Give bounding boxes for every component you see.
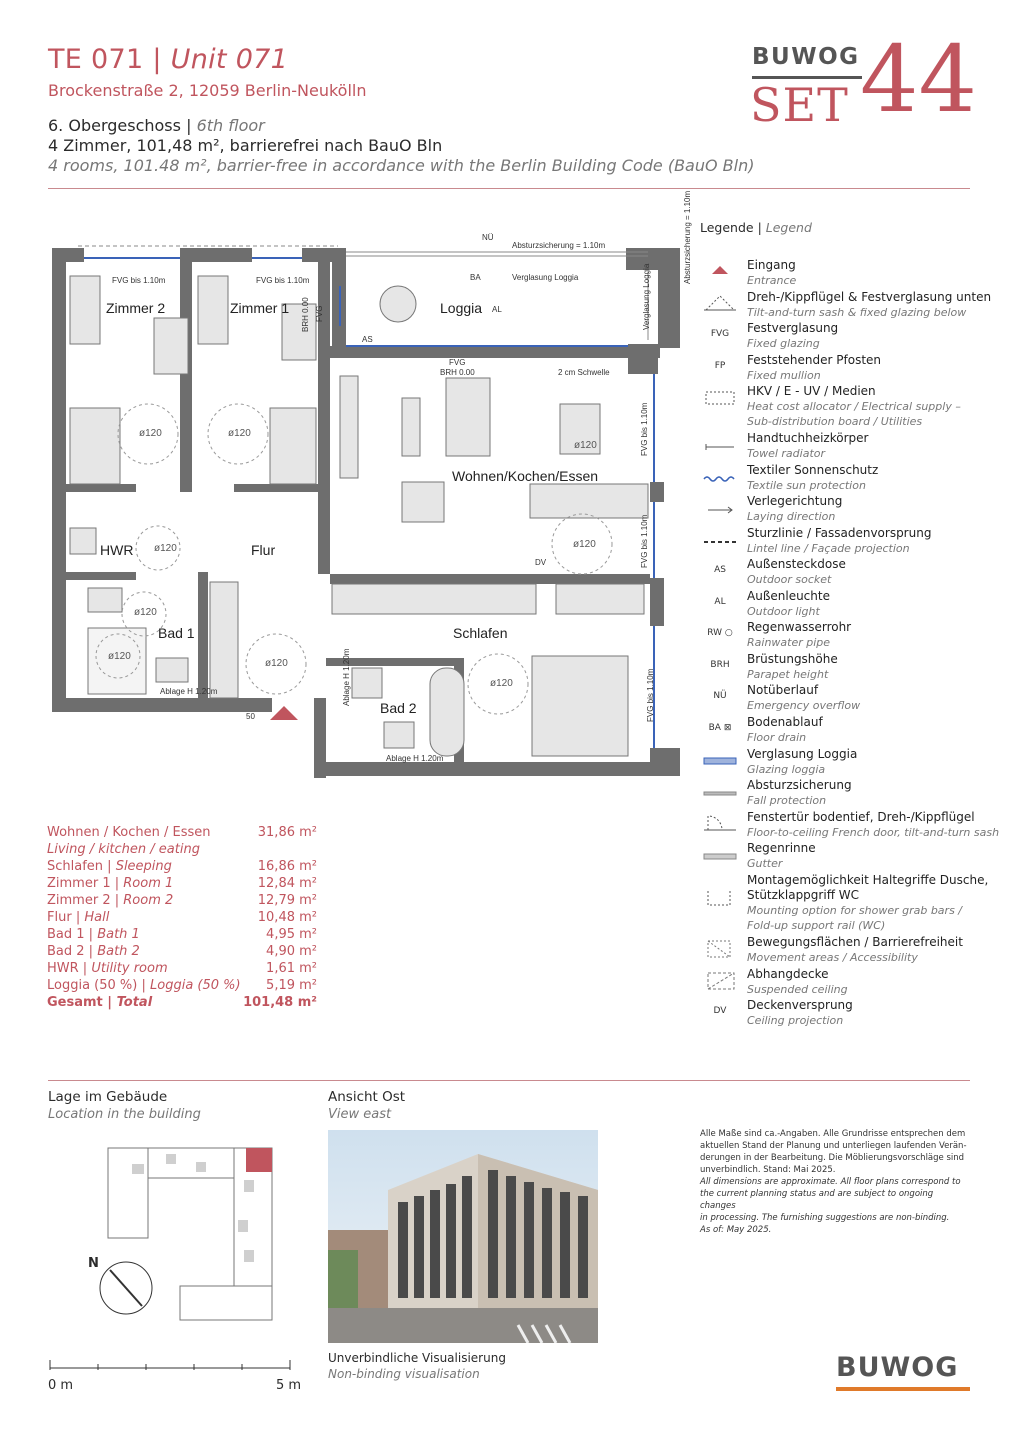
gutter-icon xyxy=(700,843,740,865)
logo-set: SET xyxy=(750,78,849,132)
label-fvg-east1: FVG bis 1.10m xyxy=(640,402,649,456)
room-flur: Flur xyxy=(251,542,276,558)
french-door-icon xyxy=(700,812,740,834)
label-verglasung: Verglasung Loggia xyxy=(512,273,579,282)
disclaimer-line: Alle Maße sind ca.-Angaben. Alle Grundrisse entsprechen dem xyxy=(700,1129,966,1139)
label-nu: NÜ xyxy=(482,233,494,242)
legend-label-en: Rainwater pipe xyxy=(747,636,831,649)
living-tv xyxy=(402,398,420,456)
living-shelf xyxy=(340,376,358,478)
area-row-schlafen xyxy=(47,859,317,876)
street xyxy=(328,1308,598,1343)
disclaimer-line-en: in processing. The furnishing suggestions are non-binding. xyxy=(700,1213,950,1223)
legend-separator: | xyxy=(757,220,766,235)
circle-label-z2: ø120 xyxy=(139,428,162,439)
stair-core-6 xyxy=(244,1250,254,1262)
dashed-line-icon xyxy=(700,528,740,550)
wall-east-loggia xyxy=(658,248,680,348)
legend-title-de: Legende xyxy=(700,220,754,235)
area-label-de: Zimmer 1 xyxy=(47,876,111,891)
label-dim-50: 50 xyxy=(246,712,255,721)
legend-label: Abhangdecke xyxy=(747,967,829,981)
disclaimer-line: unverbindlich. Stand: Mai 2025. xyxy=(700,1165,836,1175)
floor-de: 6. Obergeschoss xyxy=(48,116,181,135)
wall-loggia-south xyxy=(330,346,660,358)
label-fvg-zimmer1: FVG bis 1.10m xyxy=(256,276,310,285)
legend-label-en: Floor drain xyxy=(747,731,807,744)
label-fvg-east2: FVG bis 1.10m xyxy=(640,514,649,568)
wall-north-mid xyxy=(180,248,252,262)
area-label: HWR | Utility room xyxy=(47,961,168,976)
area-label-de: Loggia (50 %) xyxy=(47,978,138,993)
label-ablage-bad2: Ablage H 1.20m xyxy=(386,754,444,763)
label-verglasung-right: Verglasung Loggia xyxy=(642,263,651,330)
label-schwelle: 2 cm Schwelle xyxy=(558,368,610,377)
circle-label-schlafen: ø120 xyxy=(490,678,513,689)
circle-label-flur: ø120 xyxy=(265,658,288,669)
wall-north-left xyxy=(52,248,84,262)
disclaimer xyxy=(700,1128,968,1236)
area-value: 10,48 m² xyxy=(257,910,317,925)
area-row-loggia xyxy=(47,978,317,995)
rw-symbol: RW ○ xyxy=(707,628,733,638)
label-brh-loggia: BRH 0.00 xyxy=(440,368,475,377)
area-value: 4,95 m² xyxy=(266,927,317,942)
circle-label-dining: ø120 xyxy=(574,440,597,451)
flur-wardrobe xyxy=(210,582,238,698)
glazing-loggia-icon xyxy=(700,749,740,771)
wall-zimmer2-south xyxy=(66,484,136,492)
wall-east-pier1 xyxy=(650,482,664,502)
legend-label: Außenleuchte xyxy=(747,589,830,603)
legend-label: Notüberlauf xyxy=(747,683,819,697)
rooms-summary-de: 4 Zimmer, 101,48 m², barrierefrei nach BauO Bln xyxy=(48,136,443,155)
room-bad2: Bad 2 xyxy=(380,700,417,716)
stair-core-3 xyxy=(196,1162,206,1172)
area-value: 12,84 m² xyxy=(257,876,317,891)
circle-label-shower: ø120 xyxy=(108,651,131,662)
area-label-en: Loggia (50 %) xyxy=(150,978,241,993)
legend-label: Regenrinne xyxy=(747,841,816,855)
location-subtitle: Location in the building xyxy=(48,1107,201,1122)
area-row-bad2 xyxy=(47,944,317,961)
label-fvg-loggia: FVG xyxy=(449,358,466,367)
z2-shelf xyxy=(70,276,100,344)
loggia-table xyxy=(380,286,416,322)
disclaimer-line: derungen in der Bearbeitung. Die Möblierungsvorschläge sind xyxy=(700,1153,965,1163)
stair-core-5 xyxy=(238,1220,248,1232)
room-wohnen: Wohnen/Kochen/Essen xyxy=(452,468,599,484)
label-as: AS xyxy=(362,335,373,344)
unit-title xyxy=(48,44,288,75)
area-label: Flur | Hall xyxy=(47,910,110,925)
circle-label-z1: ø120 xyxy=(228,428,251,439)
disclaimer-line-en: As of: May 2025. xyxy=(700,1225,772,1235)
area-label-en: Bath 1 xyxy=(97,927,140,942)
circle-label-bad1: ø120 xyxy=(134,607,157,618)
disclaimer-line-en: the current planning status and are subject to ongoing changes xyxy=(700,1189,934,1211)
legend-label-en: Textile sun protection xyxy=(747,479,866,492)
wall-bad1-east xyxy=(198,572,208,702)
buwog-footer-underline xyxy=(836,1387,970,1391)
north-label: N xyxy=(88,1256,99,1271)
z2-desk xyxy=(154,318,188,374)
buwog-set44-logo xyxy=(750,26,978,134)
legend-label-en: Outdoor socket xyxy=(747,573,832,586)
area-label-en: Bath 2 xyxy=(97,944,140,959)
z1-shelf xyxy=(198,276,228,344)
label-al: AL xyxy=(492,305,502,314)
legend-title-en: Legend xyxy=(765,220,812,235)
legend-label-en: Mounting option for shower grab bars / xyxy=(747,904,963,917)
area-label-de: HWR xyxy=(47,961,79,976)
floor-info xyxy=(48,116,265,135)
legend-label-en: Towel radiator xyxy=(747,447,826,460)
floor-separator: | xyxy=(186,116,197,135)
header-divider xyxy=(48,188,970,189)
wall-east-pier2 xyxy=(650,578,664,626)
area-row-zimmer2 xyxy=(47,893,317,910)
legend-label: Verglasung Loggia xyxy=(747,747,858,761)
legend-label-en2: Fold-up support rail (WC) xyxy=(747,919,886,932)
movement-area-icon xyxy=(700,937,740,959)
area-value: 101,48 m² xyxy=(243,995,317,1010)
footer-divider xyxy=(48,1080,970,1081)
legend-label: Fenstertür bodentief, Dreh-/Kippflügel xyxy=(747,810,975,824)
area-label-en: Sleeping xyxy=(115,859,172,874)
area-value: 16,86 m² xyxy=(257,859,317,874)
disclaimer-line: aktuellen Stand der Planung und unterliegen laufenden Verän- xyxy=(700,1141,967,1151)
legend-label: HKV / E - UV / Medien xyxy=(747,384,876,398)
stair-core-1 xyxy=(132,1164,144,1174)
legend-label: Textiler Sonnenschutz xyxy=(747,463,879,477)
legend-label-en: Lintel line / Façade projection xyxy=(747,542,910,555)
legend-label: Deckenversprung xyxy=(747,998,853,1012)
legend-label-en: Glazing loggia xyxy=(747,763,826,776)
building-west-wing xyxy=(108,1148,148,1238)
hwr-washer xyxy=(70,528,96,554)
legend-label-en: Emergency overflow xyxy=(747,699,861,712)
unit-number-de: TE 071 xyxy=(48,44,144,75)
legend-label-en: Fall protection xyxy=(747,794,827,807)
location-title: Lage im Gebäude xyxy=(48,1089,168,1105)
legend-label-en: Ceiling projection xyxy=(747,1014,844,1027)
ba-text: BA xyxy=(708,723,721,733)
living-armchair xyxy=(402,482,444,522)
legend-label: Dreh-/Kippflügel & Festverglasung unten xyxy=(747,290,992,304)
label-dv: DV xyxy=(535,558,547,567)
floor-en: 6th floor xyxy=(196,116,265,135)
area-label-de: Schlafen xyxy=(47,859,104,874)
entrance-icon xyxy=(270,706,298,720)
wall-south xyxy=(314,762,680,776)
area-row-flur xyxy=(47,910,317,927)
circle-label-kitchen: ø120 xyxy=(573,539,596,550)
utilities-box-icon xyxy=(700,386,740,408)
area-label-en: Living / kitchen / eating xyxy=(47,842,200,857)
trees xyxy=(328,1250,358,1310)
wall-west xyxy=(52,248,66,712)
rw-text: RW xyxy=(707,628,723,638)
wall-kitchen-counter xyxy=(330,574,650,584)
legend-label: Absturzsicherung xyxy=(747,778,852,792)
area-value: 4,90 m² xyxy=(266,944,317,959)
view-subtitle: View east xyxy=(328,1107,392,1122)
ba-symbol: BA ⊠ xyxy=(708,723,732,733)
rooms-summary-en: 4 rooms, 101.48 m², barrier-free in accordance with the Berlin Building Code (BauO Bln) xyxy=(48,156,755,175)
scale-end-label: 5 m xyxy=(276,1378,302,1393)
area-label-en: Utility room xyxy=(91,961,168,976)
area-label-en: Total xyxy=(116,995,153,1010)
view-caption-en: Non-binding visualisation xyxy=(328,1367,480,1381)
tilt-turn-icon xyxy=(700,292,740,314)
wall-hwr-south xyxy=(66,572,136,580)
area-row-hwr xyxy=(47,961,317,978)
stair-core-4 xyxy=(244,1180,254,1192)
legend-label: Sturzlinie / Fassadenvorsprung xyxy=(747,526,932,540)
area-value: 1,61 m² xyxy=(266,961,317,976)
living-sofa xyxy=(446,378,490,456)
area-label: Wohnen / Kochen / Essen xyxy=(47,825,211,840)
legend-label: Eingang xyxy=(747,258,796,272)
legend-label-en: Movement areas / Accessibility xyxy=(747,951,918,964)
unit-number-en: Unit 071 xyxy=(170,44,289,75)
dv-symbol: DV xyxy=(713,1006,727,1016)
bad2-toilet xyxy=(352,668,382,698)
area-row-total xyxy=(47,995,317,1012)
area-label: Bad 1 | Bath 1 xyxy=(47,927,140,942)
stair-core-2 xyxy=(166,1154,176,1164)
legend-label: Bewegungsflächen / Barrierefreiheit xyxy=(747,935,963,949)
label-ablage-bad2-side: Ablage H 1.20m xyxy=(342,648,351,706)
area-label-de: Gesamt xyxy=(47,995,103,1010)
area-row-bad1 xyxy=(47,927,317,944)
legend-label-en: Outdoor light xyxy=(747,605,820,618)
area-label: Zimmer 2 | Room 2 xyxy=(47,893,174,908)
fall-protection-icon xyxy=(700,780,740,802)
room-zimmer1: Zimmer 1 xyxy=(230,300,290,316)
area-label: Schlafen | Sleeping xyxy=(47,859,172,874)
area-label-de: Bad 2 xyxy=(47,944,85,959)
schlafen-bed xyxy=(532,656,628,756)
area-label-en: Hall xyxy=(84,910,110,925)
label-brh-side: BRH 0.00 xyxy=(301,297,310,332)
area-row-wohnen-en xyxy=(47,842,317,859)
building-south-wing xyxy=(180,1286,272,1320)
label-ablage-bad1: Ablage H 1.20m xyxy=(160,687,218,696)
fp-symbol: FP xyxy=(714,361,726,371)
z2-bed xyxy=(70,408,120,484)
laying-arrow-icon xyxy=(700,496,740,518)
wall-zimmer-divider xyxy=(180,262,192,492)
label-fvg-zimmer2: FVG bis 1.10m xyxy=(112,276,166,285)
legend-label-en: Heat cost allocator / Electrical supply – xyxy=(747,400,961,413)
compass-needle xyxy=(110,1270,142,1306)
view-title: Ansicht Ost xyxy=(328,1089,406,1105)
area-value: 5,19 m² xyxy=(266,978,317,993)
logo-brand: BUWOG xyxy=(752,44,860,70)
area-row-zimmer1 xyxy=(47,876,317,893)
legend-label: Brüstungshöhe xyxy=(747,652,838,666)
legend-label-en: Parapet height xyxy=(747,668,829,681)
sun-protection-icon xyxy=(700,465,740,487)
legend-label: Handtuchheizkörper xyxy=(747,431,869,445)
room-schlafen: Schlafen xyxy=(453,625,508,641)
legend-label-en: Fixed glazing xyxy=(747,337,820,350)
room-zimmer2: Zimmer 2 xyxy=(106,300,166,316)
legend-label: Montagemöglichkeit Haltegriffe Dusche, xyxy=(747,873,989,887)
bad1-toilet xyxy=(88,588,122,612)
bad1-sink xyxy=(156,658,188,682)
legend-label: Außensteckdose xyxy=(747,557,846,571)
kitchen-island xyxy=(530,484,648,518)
suspended-ceiling-icon xyxy=(700,969,740,991)
legend-label-en: Entrance xyxy=(747,274,797,287)
room-bad1: Bad 1 xyxy=(158,625,195,641)
circle-label-hwr: ø120 xyxy=(154,543,177,554)
legend-label-en: Floor-to-ceiling French door, tilt-and-turn sash xyxy=(747,826,1000,839)
legend-label-en2: Sub-distribution board / Utilities xyxy=(747,415,923,428)
area-value: 31,86 m² xyxy=(257,825,317,840)
area-label: Gesamt | Total xyxy=(47,995,153,1010)
area-label: Bad 2 | Bath 2 xyxy=(47,944,140,959)
al-symbol: AL xyxy=(714,597,726,607)
kitchen-hob xyxy=(556,584,644,614)
area-label-de: Zimmer 2 xyxy=(47,893,111,908)
legend-label: Regenwasserrohr xyxy=(747,620,852,634)
wall-zimmer1-south xyxy=(234,484,330,492)
location-map xyxy=(48,1140,298,1390)
legend-label-2: Stützklappgriff WC xyxy=(747,888,860,902)
label-ba: BA xyxy=(470,273,481,282)
wall-flur-east xyxy=(318,492,330,574)
fvg-symbol: FVG xyxy=(710,329,730,339)
label-absturz-right: Absturzsicherung = 1.10m xyxy=(683,190,692,284)
label-fvg-side: FVG xyxy=(315,305,324,322)
legend-label: Festverglasung xyxy=(747,321,839,335)
room-loggia: Loggia xyxy=(440,300,483,316)
bad2-bathtub xyxy=(430,668,464,756)
nu-symbol: NÜ xyxy=(713,691,727,701)
area-label: Loggia (50 %) | Loggia (50 %) xyxy=(47,978,241,993)
legend-label-en: Laying direction xyxy=(747,510,836,523)
legend-title xyxy=(700,220,812,235)
area-label-en: Room 2 xyxy=(123,893,174,908)
legend-label: Bodenablauf xyxy=(747,715,823,729)
logo-number: 44 xyxy=(860,26,978,133)
unit-location-highlight xyxy=(246,1148,272,1172)
bad2-sink xyxy=(384,722,414,748)
title-separator: | xyxy=(152,44,171,75)
towel-radiator-icon xyxy=(700,433,740,455)
scale-start-label: 0 m xyxy=(48,1378,74,1393)
entrance-icon xyxy=(700,260,740,282)
legend-label-en: Suspended ceiling xyxy=(747,983,848,996)
z1-bed xyxy=(270,408,316,484)
kitchen-counter xyxy=(332,584,536,614)
wall-zimmer1-east xyxy=(318,262,330,492)
legend-label-en: Fixed mullion xyxy=(747,369,821,382)
wall-south-left xyxy=(52,698,272,712)
area-label-de: Flur xyxy=(47,910,72,925)
legend-label: Verlegerichtung xyxy=(747,494,843,508)
area-row-wohnen xyxy=(47,825,317,842)
disclaimer-line-en: All dimensions are approximate. All floor plans correspond to xyxy=(700,1177,961,1187)
brh-symbol: BRH xyxy=(710,660,730,670)
area-label-de: Bad 1 xyxy=(47,927,85,942)
view-caption: Unverbindliche Visualisierung xyxy=(328,1351,506,1365)
building-visualization xyxy=(328,1130,598,1343)
legend-label-en: Tilt-and-turn sash & fixed glazing below xyxy=(747,306,967,319)
area-label-en: Room 1 xyxy=(123,876,174,891)
address: Brockenstraße 2, 12059 Berlin-Neukölln xyxy=(48,81,367,100)
grab-bar-icon xyxy=(700,887,740,909)
room-hwr: HWR xyxy=(100,542,134,558)
legend-label-en: Gutter xyxy=(747,857,783,870)
area-value: 12,79 m² xyxy=(257,893,317,908)
area-label: Zimmer 1 | Room 1 xyxy=(47,876,174,891)
buwog-footer-logo: BUWOG xyxy=(836,1352,959,1383)
as-symbol: AS xyxy=(714,565,726,575)
legend-label: Feststehender Pfosten xyxy=(747,353,882,367)
label-fvg-east3: FVG bis 1.10m xyxy=(646,668,655,722)
label-absturz-top: Absturzsicherung = 1.10m xyxy=(512,241,606,250)
